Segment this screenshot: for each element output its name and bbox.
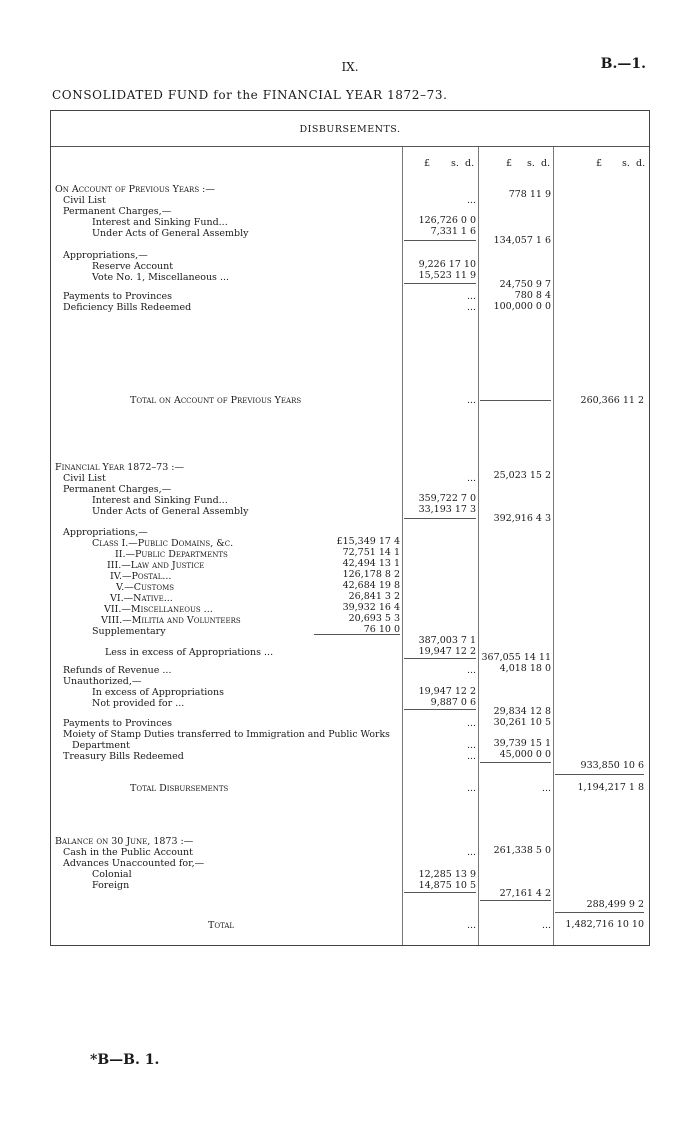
column-divider-2 (478, 147, 479, 945)
grand-total-label: Total (208, 920, 235, 931)
class-label: VII.—Miscellaneous ... (104, 604, 213, 615)
row-label: Interest and Sinking Fund... (92, 217, 228, 228)
subtotal-rule (480, 900, 551, 901)
cell-value: ... (466, 195, 476, 206)
row-label: Under Acts of General Assembly (92, 506, 249, 517)
cell-value: ... (466, 473, 476, 484)
row-label: Appropriations,— (63, 527, 148, 538)
cell-value: 261,338 5 0 (493, 845, 551, 856)
section-heading: DISBURSEMENTS. (299, 124, 401, 135)
subtotal-rule (480, 762, 551, 763)
page-number: IX. (341, 60, 359, 74)
cell-value: 392,916 4 3 (493, 513, 551, 524)
col1-shilling-header: s. (451, 158, 459, 169)
cell-value: 12,285 13 9 (418, 869, 476, 880)
cell-value: 45,000 0 0 (499, 749, 551, 760)
row-label: Permanent Charges,— (63, 484, 172, 495)
cell-value: 933,850 10 6 (580, 760, 644, 771)
cell-value: ... (541, 920, 551, 931)
class-amount: 20,693 5 3 (348, 613, 400, 624)
class-label: V.—Customs (116, 582, 175, 593)
class-amount: 42,494 13 1 (342, 558, 400, 569)
header-rule (51, 146, 649, 147)
class-amount: 72,751 14 1 (342, 547, 400, 558)
disbursements-total-label: Total Disbursements (130, 783, 229, 794)
subtotal-rule (404, 240, 476, 241)
subtotal-rule (314, 634, 400, 635)
class-label: IV.—Postal... (110, 571, 172, 582)
row-label: Unauthorized,— (63, 676, 142, 687)
row-label: Interest and Sinking Fund... (92, 495, 228, 506)
cell-value: 387,003 7 1 (418, 635, 476, 646)
col3-pound-header: £ (596, 158, 603, 169)
total-rule (555, 912, 644, 913)
class-label: III.—Law and Justice (107, 560, 205, 571)
cell-value: 39,739 15 1 (493, 738, 551, 749)
cell-value: ... (466, 740, 476, 751)
class-label: Class I.—Public Domains, &c. (92, 538, 234, 549)
class-label: II.—Public Departments (115, 549, 228, 560)
subtotal-rule (404, 892, 476, 893)
cell-value: 29,834 12 8 (493, 706, 551, 717)
document-code: B.—1. (600, 56, 646, 72)
row-label: Civil List (63, 473, 106, 484)
cell-value: 19,947 12 2 (418, 646, 476, 657)
total-rule (480, 400, 551, 401)
cell-value: 25,023 15 2 (493, 470, 551, 481)
class-label: Supplementary (92, 626, 166, 637)
cell-value: 14,875 10 5 (418, 880, 476, 891)
row-label: Under Acts of General Assembly (92, 228, 249, 239)
class-amount: 126,178 8 2 (342, 569, 400, 580)
row-label: Vote No. 1, Miscellaneous ... (92, 272, 230, 283)
class-amount: 42,684 19 8 (342, 580, 400, 591)
cell-value: 260,366 11 2 (580, 395, 644, 406)
class-label: VIII.—Militia and Volunteers (101, 615, 241, 626)
col1-pound-header: £ (424, 158, 431, 169)
class-amount: 76 10 0 (363, 624, 400, 635)
cell-value: 359,722 7 0 (418, 493, 476, 504)
class-amount: £15,349 17 4 (336, 536, 400, 547)
cell-value: 367,055 14 11 (481, 652, 551, 663)
col2-pence-header: d. (541, 158, 551, 169)
row-label: Payments to Provinces (63, 291, 173, 302)
subtotal-rule (404, 518, 476, 519)
class-amount: 39,932 16 4 (342, 602, 400, 613)
cell-value: 9,226 17 10 (418, 259, 476, 270)
column-divider-3 (553, 147, 554, 945)
cell-value: 24,750 9 7 (499, 279, 551, 290)
cell-value: 9,887 0 6 (430, 697, 476, 708)
cell-value: ... (466, 302, 476, 313)
cell-value: ... (466, 665, 476, 676)
row-label: Appropriations,— (63, 250, 148, 261)
cell-value: ... (466, 291, 476, 302)
footer-signature: *B—B. 1. (90, 1052, 160, 1068)
cell-value: 1,194,217 1 8 (577, 782, 644, 793)
page-title: CONSOLIDATED FUND for the FINANCIAL YEAR 1872–73. (52, 88, 448, 102)
cell-value: 33,193 17 3 (418, 504, 476, 515)
cell-value: ... (466, 783, 476, 794)
row-label: Department (72, 740, 130, 751)
row-label: Civil List (63, 195, 106, 206)
class-label: VI.—Native... (110, 593, 173, 604)
row-label: Advances Unaccounted for,— (63, 858, 205, 869)
class-amount: 26,841 3 2 (348, 591, 400, 602)
cell-value: 100,000 0 0 (493, 301, 551, 312)
subtotal-rule (404, 658, 476, 659)
cell-value: ... (466, 718, 476, 729)
col1-pence-header: d. (465, 158, 475, 169)
row-label: Reserve Account (92, 261, 174, 272)
row-label: In excess of Appropriations (92, 687, 225, 698)
subtotal-rule (404, 709, 476, 710)
row-label: Moiety of Stamp Duties transferred to Immigration and Public Works (63, 729, 390, 740)
cell-value: ... (466, 847, 476, 858)
row-label: Treasury Bills Redeemed (63, 751, 184, 762)
row-label: Less in excess of Appropriations ... (105, 647, 274, 658)
cell-value: 288,499 9 2 (586, 899, 644, 910)
cell-value: 778 11 9 (508, 189, 551, 200)
cell-value: ... (466, 751, 476, 762)
row-label: Cash in the Public Account (63, 847, 193, 858)
col2-shilling-header: s. (527, 158, 535, 169)
cell-value: 7,331 1 6 (430, 226, 476, 237)
cell-value: 134,057 1 6 (493, 235, 551, 246)
col2-pound-header: £ (506, 158, 513, 169)
row-label: Deficiency Bills Redeemed (63, 302, 192, 313)
cell-value: 126,726 0 0 (418, 215, 476, 226)
cell-value: 27,161 4 2 (499, 888, 551, 899)
row-label: Payments to Provinces (63, 718, 173, 729)
financial-year-heading: Financial Year 1872–73 :— (55, 462, 184, 473)
cell-value: 780 8 4 (514, 290, 551, 301)
cell-value: 30,261 10 5 (493, 717, 551, 728)
cell-value: 4,018 18 0 (499, 663, 551, 674)
cell-value: 15,523 11 9 (418, 270, 476, 281)
row-label: Foreign (92, 880, 130, 891)
row-label: Colonial (92, 869, 132, 880)
balance-heading: Balance on 30 June, 1873 :— (55, 836, 194, 847)
col3-shilling-header: s. (622, 158, 630, 169)
row-label: Not provided for ... (92, 698, 185, 709)
col3-pence-header: d. (636, 158, 646, 169)
total-rule (555, 774, 644, 775)
column-divider-1 (402, 147, 403, 945)
cell-value: 19,947 12 2 (418, 686, 476, 697)
cell-value: ... (541, 783, 551, 794)
cell-value: 1,482,716 10 10 (565, 919, 644, 930)
row-label: Permanent Charges,— (63, 206, 172, 217)
previous-years-total-label: Total on Account of Previous Years (130, 395, 302, 406)
subtotal-rule (404, 283, 476, 284)
cell-value: ... (466, 395, 476, 406)
cell-value: ... (466, 920, 476, 931)
previous-years-heading: On Account of Previous Years :— (55, 184, 215, 195)
row-label: Refunds of Revenue ... (63, 665, 172, 676)
